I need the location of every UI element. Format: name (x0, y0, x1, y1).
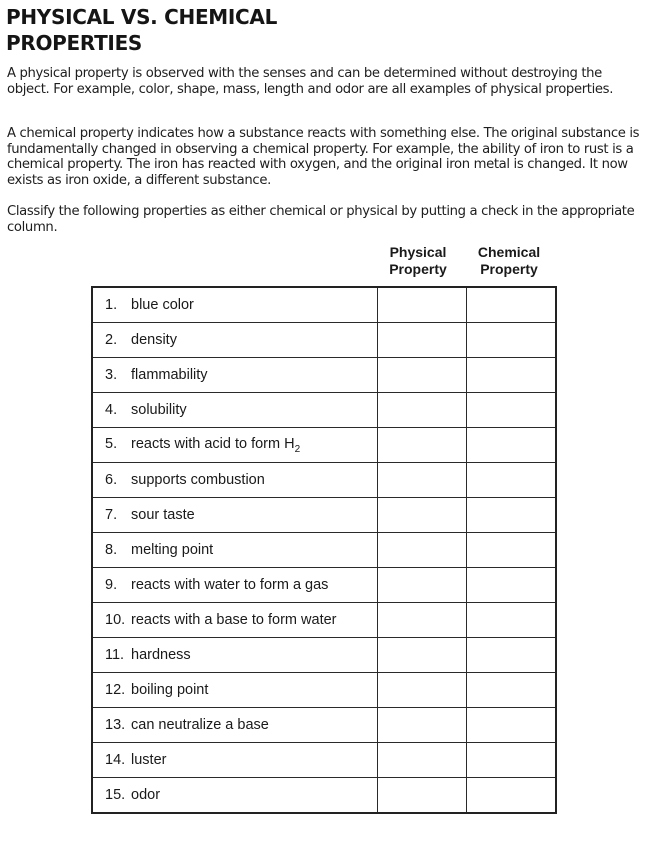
property-label-cell (92, 533, 378, 568)
chemical-check-cell[interactable] (467, 358, 557, 393)
table-row (92, 358, 556, 393)
physical-check-cell[interactable] (378, 568, 467, 603)
property-label-cell (92, 708, 378, 743)
physical-check-cell[interactable] (378, 638, 467, 673)
title-line-1: PHYSICAL VS. CHEMICAL (6, 5, 278, 29)
column-header-chemical-line2: Property (480, 261, 538, 277)
item-number: 5. (105, 435, 118, 452)
physical-check-cell[interactable] (378, 463, 467, 498)
chemical-check-cell[interactable] (467, 603, 557, 638)
property-text: luster (131, 752, 167, 768)
chemical-property-definition: A chemical property indicates how a substance reacts with something else. The original substance is fundamentally changed in observing a chemical property. For example, the ability of iron to rust is a chemical property. The iron has reacted with oxygen, and the original iron metal is changed. It now exists as iron oxide, a different substance. (7, 126, 640, 188)
item-number: 1. (105, 297, 118, 313)
property-label-cell (92, 358, 378, 393)
item-number: 3. (105, 367, 118, 383)
property-text: reacts with a base to form water (131, 612, 337, 628)
physical-check-cell[interactable] (378, 287, 467, 323)
property-label-cell (92, 603, 378, 638)
property-text: odor (131, 787, 161, 803)
chemical-check-cell[interactable] (467, 638, 557, 673)
item-number: 7. (105, 507, 118, 523)
table-row (92, 673, 556, 708)
property-text: density (131, 332, 177, 348)
property-label-cell (92, 673, 378, 708)
table-row (92, 323, 556, 358)
table-row (92, 743, 556, 778)
column-header-physical (373, 244, 463, 278)
table-row (92, 568, 556, 603)
physical-check-cell[interactable] (378, 358, 467, 393)
title-line-2: PROPERTIES (6, 31, 143, 55)
property-label-cell (92, 428, 378, 463)
property-text: flammability (131, 367, 208, 383)
item-number: 6. (105, 472, 118, 488)
table-row (92, 463, 556, 498)
chemical-check-cell[interactable] (467, 778, 557, 814)
column-header-chemical (464, 244, 554, 278)
physical-check-cell[interactable] (378, 778, 467, 814)
item-number: 2. (105, 332, 118, 348)
chemical-check-cell[interactable] (467, 428, 557, 463)
physical-check-cell[interactable] (378, 428, 467, 463)
item-number: 11. (105, 647, 125, 663)
chemical-check-cell[interactable] (467, 673, 557, 708)
instructions: Classify the following properties as either chemical or physical by putting a check in the appropriate column. (7, 204, 635, 235)
chemical-check-cell[interactable] (467, 287, 557, 323)
table-row (92, 603, 556, 638)
property-label-cell (92, 638, 378, 673)
item-number: 8. (105, 542, 118, 558)
property-label-cell (92, 323, 378, 358)
column-header-physical-line1: Physical (389, 244, 447, 260)
chemical-check-cell[interactable] (467, 323, 557, 358)
property-label-cell (92, 498, 378, 533)
item-number: 9. (105, 577, 118, 593)
worksheet-title (6, 4, 277, 56)
item-number: 13. (105, 717, 126, 733)
physical-check-cell[interactable] (378, 673, 467, 708)
chemical-check-cell[interactable] (467, 463, 557, 498)
physical-property-definition: A physical property is observed with the senses and can be determined without destroying the object. For example, color, shape, mass, length and odor are all examples of physical properties. (7, 66, 614, 97)
physical-check-cell[interactable] (378, 393, 467, 428)
item-number: 10. (105, 612, 126, 628)
property-label-cell (92, 568, 378, 603)
classification-table (91, 286, 557, 814)
table-row (92, 428, 556, 463)
chemical-check-cell[interactable] (467, 568, 557, 603)
property-text: reacts with water to form a gas (131, 577, 329, 593)
item-number: 14. (105, 752, 126, 768)
property-text: solubility (131, 402, 187, 418)
property-label-cell (92, 393, 378, 428)
table-row (92, 638, 556, 673)
chemical-check-cell[interactable] (467, 498, 557, 533)
table-row (92, 393, 556, 428)
property-text: boiling point (131, 682, 209, 698)
property-text: supports combustion (131, 472, 265, 488)
property-label-cell (92, 778, 378, 814)
table-row (92, 778, 556, 814)
physical-check-cell[interactable] (378, 533, 467, 568)
property-text: reacts with acid to form H (131, 435, 295, 452)
property-label-cell (92, 743, 378, 778)
physical-check-cell[interactable] (378, 498, 467, 533)
item-number: 15. (105, 787, 126, 803)
chemical-check-cell[interactable] (467, 533, 557, 568)
physical-check-cell[interactable] (378, 708, 467, 743)
table-row (92, 533, 556, 568)
physical-check-cell[interactable] (378, 603, 467, 638)
property-text: blue color (131, 297, 194, 313)
property-text: melting point (131, 542, 214, 558)
item-number: 12. (105, 682, 126, 698)
table-row (92, 498, 556, 533)
property-text: hardness (131, 647, 191, 663)
physical-check-cell[interactable] (378, 743, 467, 778)
property-text: can neutralize a base (131, 717, 269, 733)
chemical-check-cell[interactable] (467, 393, 557, 428)
column-header-physical-line2: Property (389, 261, 447, 277)
property-text: sour taste (131, 507, 195, 523)
table-row (92, 287, 556, 323)
column-header-chemical-line1: Chemical (477, 244, 541, 260)
physical-check-cell[interactable] (378, 323, 467, 358)
item-number: 4. (105, 402, 118, 418)
chemical-check-cell[interactable] (467, 708, 557, 743)
chemical-check-cell[interactable] (467, 743, 557, 778)
table-row (92, 708, 556, 743)
property-label-cell (92, 287, 378, 323)
subscript: 2 (294, 443, 301, 455)
property-label-cell (92, 463, 378, 498)
